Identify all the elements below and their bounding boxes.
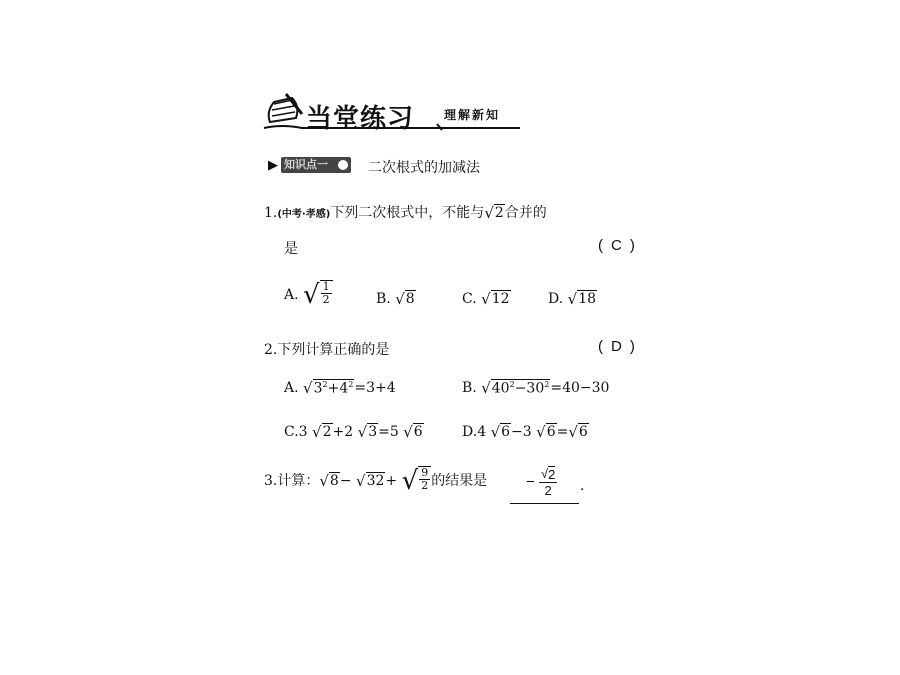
q3-text-b: 的结果是 [431, 473, 488, 489]
knowledge-point-badge [281, 157, 351, 173]
q1-option-a-den: 2 [322, 293, 330, 306]
q2-text: 下列计算正确的是 [277, 342, 390, 358]
q1-text-a: 下列二次根式中，不能与 [330, 205, 485, 221]
q1-option-c: C. √ 12 [462, 290, 510, 308]
q3-answer: − √ 2 2 [526, 466, 556, 498]
q2-number: 2. [264, 342, 278, 358]
q3-stem: 3.计算： √ 8 − √ 32 + √ $\frac{9}{2}$ 的结果是 [264, 466, 488, 496]
q1-sqrt: √ 2 [484, 204, 504, 222]
q1-option-a-num: 1 [322, 280, 330, 293]
q1-number: 1. [264, 205, 278, 221]
q2-option-b: B. √ $40^2-30^2$ =40−30 [462, 379, 610, 397]
q2-option-a-label: A. [284, 380, 299, 396]
q2-option-c: C.3 √ 2 +2 √ 3 =5 √ 6 [284, 423, 423, 441]
q1-option-b-rad: 8 [405, 291, 415, 307]
banner-subtitle: 理解新知 [444, 108, 501, 122]
q2-option-d: D.4 √ 6 −3 √ 6 = √ 6 [462, 423, 588, 441]
q1-option-a-label: A. [284, 287, 299, 303]
q1-answer: C [611, 237, 622, 254]
q2-answer-bracket: ( D ) [598, 338, 635, 355]
q2-option-b-rest: =40−30 [550, 380, 610, 396]
q1-stem [264, 202, 547, 222]
q1-option-b: B. √ 8 [376, 290, 415, 308]
q1-option-a-sqrt: √ $\frac{1}{2}$ [303, 280, 333, 310]
q2-answer: D [611, 338, 622, 355]
q3-number: 3. [264, 473, 278, 489]
q2-option-a-rest: =3+4 [354, 380, 396, 396]
q1-option-d-rad: 18 [578, 291, 597, 307]
q3-text-a: 计算： [277, 473, 320, 489]
q3-period: . [580, 478, 585, 494]
q1-source: (中考·孝感) [277, 209, 331, 220]
knowledge-point-title: 二次根式的加减法 [368, 160, 480, 176]
q2-option-b-label: B. [462, 380, 477, 396]
banner-title: 当堂练习 [306, 104, 415, 134]
q1-line2: 是 [284, 241, 298, 257]
q2-option-d-label: D. [462, 424, 478, 440]
q1-option-d-label: D. [548, 291, 564, 307]
q2-option-c-label: C. [284, 424, 299, 440]
kp-arrow-icon: ▶ [268, 158, 278, 173]
q1-answer-bracket: ( C ) [598, 237, 635, 254]
q1-text-b: 合并的 [504, 205, 547, 221]
q1-option-c-label: C. [462, 291, 477, 307]
q1-option-a [284, 280, 333, 310]
q2-stem [264, 339, 389, 359]
q3-fraction-sqrt: √ $\frac{9}{2}$ [402, 466, 432, 496]
knowledge-point-label: 知识点一 [284, 158, 328, 171]
q2-option-a: A. √ $3^2+4^2$ =3+4 [284, 379, 396, 397]
q3-answer-blank [510, 503, 579, 504]
q1-radicand: 2 [494, 205, 504, 221]
q1-option-b-label: B. [376, 291, 391, 307]
q1-option-d: D. √ 18 [548, 290, 597, 308]
q1-option-c-rad: 12 [491, 291, 510, 307]
